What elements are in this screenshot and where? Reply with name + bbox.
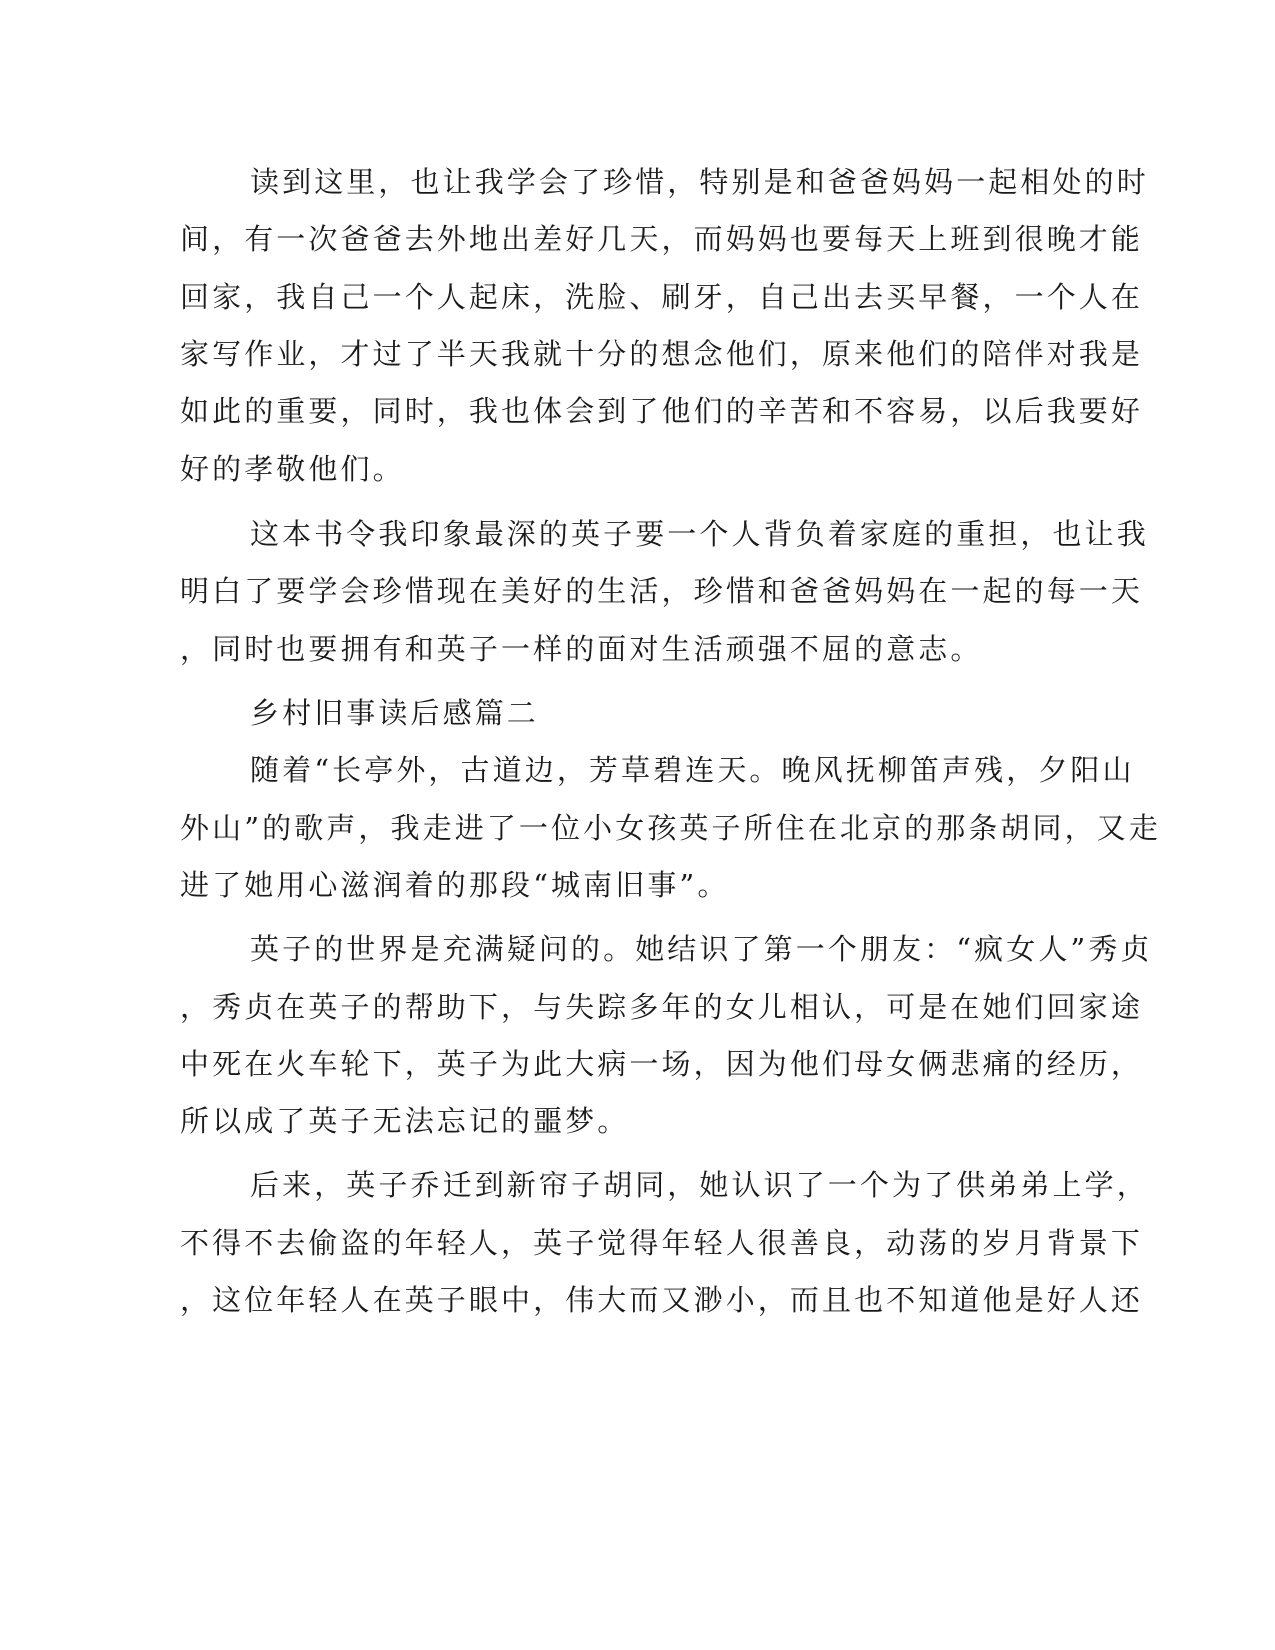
text-line: 后来，英子乔迁到新帘子胡同，她认识了一个为了供弟弟上学，	[250, 1168, 1149, 1202]
text-line: ，秀贞在英子的帮助下，与失踪多年的女儿相认，可是在她们回家途	[180, 990, 1144, 1024]
text-line: 家写作业，才过了半天我就十分的想念他们，原来他们的陪伴对我是	[180, 337, 1144, 371]
section-heading: 乡村旧事读后感篇二	[250, 696, 539, 730]
text-line: 英子的世界是充满疑问的。她结识了第一个朋友：“疯女人”秀贞	[250, 932, 1153, 966]
text-line: 间，有一次爸爸去外地出差好几天，而妈妈也要每天上班到很晚才能	[180, 222, 1144, 256]
text-line: 中死在火车轮下，英子为此大病一场，因为他们母女俩悲痛的经历，	[180, 1047, 1144, 1081]
text-line: 明白了要学会珍惜现在美好的生活，珍惜和爸爸妈妈在一起的每一天	[180, 574, 1144, 608]
text-line: ，这位年轻人在英子眼中，伟大而又渺小，而且也不知道他是好人还	[180, 1283, 1144, 1317]
text-line: 回家，我自己一个人起床，洗脸、刷牙，自己出去买早餐，一个人在	[180, 280, 1144, 314]
text-line: 读到这里，也让我学会了珍惜，特别是和爸爸妈妈一起相处的时	[250, 165, 1149, 199]
text-line: 这本书令我印象最深的英子要一个人背负着家庭的重担，也让我	[250, 517, 1149, 551]
text-line: 进了她用心滋润着的那段“城南旧事”。	[180, 868, 730, 902]
text-line: 外山”的歌声，我走进了一位小女孩英子所住在北京的那条胡同，又走	[180, 811, 1161, 845]
text-line: 所以成了英子无法忘记的噩梦。	[180, 1104, 630, 1138]
text-line: 好的孝敬他们。	[180, 452, 405, 486]
text-line: 如此的重要，同时，我也体会到了他们的辛苦和不容易，以后我要好	[180, 394, 1144, 428]
text-line: 随着“长亭外，古道边，芳草碧连天。晚风抚柳笛声残，夕阳山	[250, 753, 1135, 787]
text-line: ，同时也要拥有和英子一样的面对生活顽强不屈的意志。	[180, 632, 983, 666]
text-line: 不得不去偷盗的年轻人，英子觉得年轻人很善良，动荡的岁月背景下	[180, 1226, 1144, 1260]
